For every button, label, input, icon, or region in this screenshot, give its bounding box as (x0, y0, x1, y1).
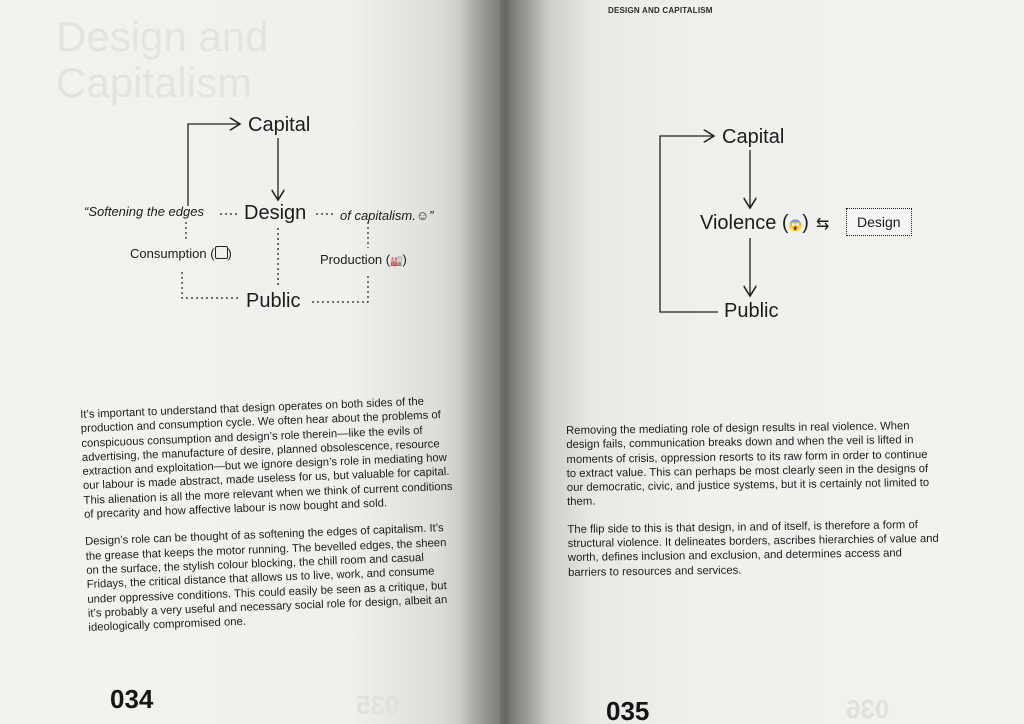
capital-label: Capital (248, 114, 311, 136)
book-gutter-shadow (460, 0, 550, 724)
violence-label (700, 212, 809, 235)
right-paragraph-2: The flip side to this is that design, in and of itself, is therefore a form of structural violence. It delineates borders, ascribes hierarchies of value and worth, defines inclusion and exclusion, and determines access and barriers to resources and services. (567, 518, 939, 579)
left-body-text (80, 394, 463, 649)
capital-label-right: Capital (722, 126, 785, 148)
ghost-title-show-through (56, 14, 268, 106)
left-paragraph-1: It’s important to understand that design operates on both sides of the production and consumption cycle. We often hear about the problems of conspicuous consumption and design’s role therein—like the evils of advertising, the manufacture of desire, planned obsolescence, resource extraction and exploitation—but we ignore design’s role in mediating how our labour is made abstract, made useless for us, but valuable for capital. This alienation is all the more relevant when we think of current conditions of precarity and how affective labour is now bought and sold. (80, 395, 453, 521)
folio-left-show-through: 035 (356, 690, 400, 720)
left-paragraph-2: Design’s role can be thought of as softening the edges of capitalism. It’s the grease that keeps the motor running. The bevelled edges, the sheen on the surface, the stylish colour blocking, the chill room and casual Fridays, the critical distance that allows us to live, work, and consume under oppressive conditions. This could easily be seen as a critique, but it’s probably a very useful and necessary social role for design, albeit an ideologically compromised one. (84, 522, 448, 634)
left-diagram (80, 110, 460, 320)
scream-icon: 😱 (788, 220, 803, 232)
right-page (500, 0, 1024, 724)
left-page (0, 0, 500, 724)
exchange-arrows-icon: ⇆ (816, 216, 830, 233)
running-head: DESIGN AND CAPITALISM (608, 6, 713, 15)
folio-left: 034 (110, 684, 154, 714)
right-paragraph-1: Removing the mediating role of design results in real violence. When design fails, communication breaks down and when the veil is lifted in moments of crisis, oppression resorts to its raw form in order to continue to extract value. This can perhaps be most clearly seen in the designs of our democratic, civic, and justice systems, but it is certainly not limited to them. (566, 420, 930, 509)
right-quote-label: of capitalism.☺” (340, 208, 434, 223)
factory-icon: 🏭 (390, 256, 403, 267)
production-text: Production ( (320, 252, 391, 267)
public-label-right: Public (724, 300, 779, 322)
right-body-text (566, 419, 940, 593)
production-label (320, 252, 407, 267)
folio-right: 035 (606, 696, 650, 724)
phone-icon (215, 246, 228, 259)
design-label: Design (244, 202, 307, 224)
folio-right-show-through: 036 (846, 694, 890, 724)
consumption-text: Consumption ( (130, 246, 215, 261)
ghost-title-line-1: Design and (56, 13, 269, 60)
consumption-label (130, 246, 232, 261)
production-close: ) (402, 252, 407, 267)
arrow-to-capital (188, 124, 240, 206)
left-quote-label: “Softening the edges (84, 204, 204, 219)
consumption-close: ) (227, 246, 232, 261)
ghost-title-line-2: Capitalism (56, 59, 253, 106)
violence-text: Violence ( (700, 212, 789, 234)
public-label: Public (246, 290, 301, 312)
violence-close: ) (802, 212, 809, 234)
design-box: Design (846, 208, 912, 236)
